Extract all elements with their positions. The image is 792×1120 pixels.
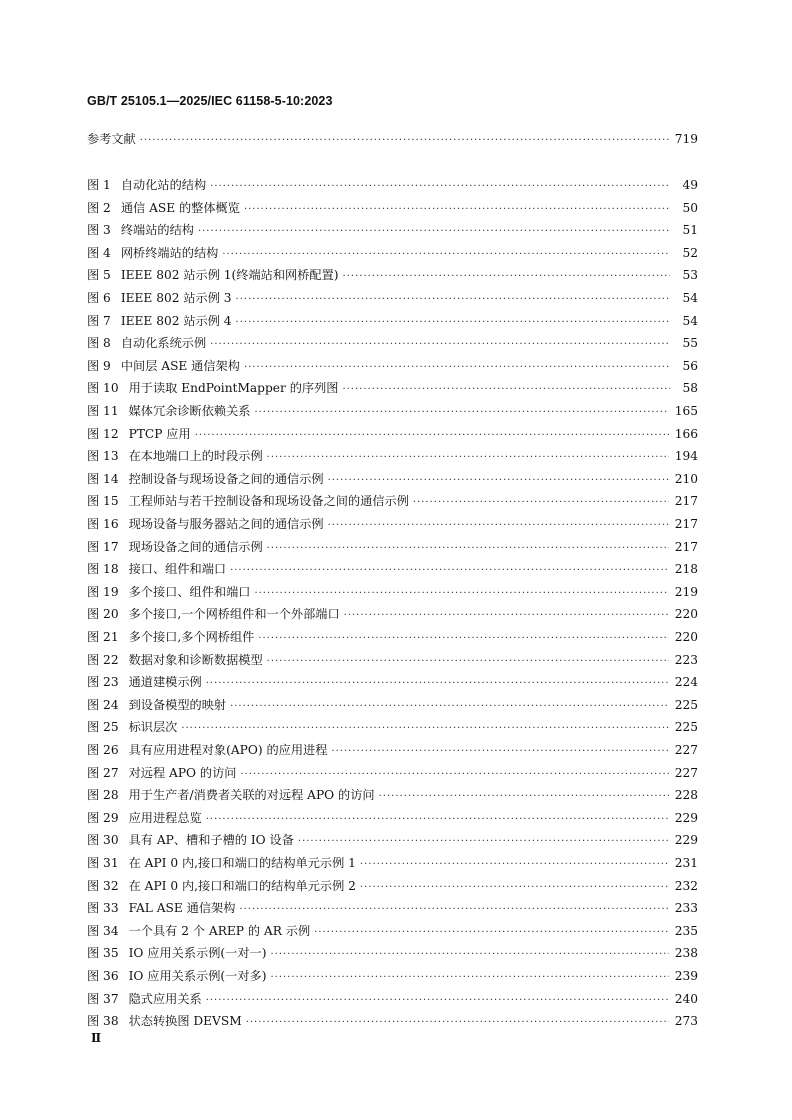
figure-entry[interactable] [87,922,698,940]
figure-title: 状态转换图 DEVSM [128,1014,242,1029]
figure-page: 239 [674,969,698,983]
leader-dots [413,497,669,508]
figure-page: 52 [682,245,698,260]
figure-entry[interactable] [87,176,698,194]
leader-dots [343,271,670,282]
figure-entry[interactable] [87,289,698,307]
leader-dots [222,249,670,260]
figure-title: IEEE 802 站示例 3 [120,291,232,305]
figure-label: 图 23 [87,675,119,690]
figure-title: 媒体冗余诊断依赖关系 [128,404,251,418]
figure-label: 图 8 [87,336,111,351]
figure-page: 194 [674,449,698,464]
figure-page: 58 [682,381,698,396]
figure-page: 232 [674,878,698,893]
leader-dots [331,746,668,757]
figure-entry[interactable] [87,967,698,985]
figure-page: 165 [674,404,698,418]
leader-dots [342,384,670,395]
figure-title: 标识层次 [128,720,178,735]
figure-label: 图 18 [87,562,119,577]
figure-title: PTCP 应用 [128,426,191,441]
figure-page: 54 [682,291,698,305]
leader-dots [328,475,669,486]
figure-entry[interactable] [87,831,698,849]
figure-page: 56 [682,358,698,373]
figure-page: 235 [674,923,698,938]
figure-entry[interactable] [87,379,698,397]
figure-entry[interactable] [87,357,698,375]
figure-title: 到设备模型的映射 [128,697,227,712]
figure-title: 自动化系统示例 [120,336,207,351]
figure-entry[interactable] [87,266,698,284]
leader-dots [240,769,668,780]
figure-title: 多个接口,多个网桥组件 [128,630,255,644]
figure-label: 图 1 [87,178,111,192]
figure-title: 对远程 APO 的访问 [128,765,237,780]
figure-entry[interactable] [87,538,698,556]
figure-title: IO 应用关系示例(一对一) [128,946,267,961]
figure-page: 220 [674,607,698,622]
figure-page: 227 [674,743,698,757]
figure-label: 图 21 [87,630,119,644]
figure-entry[interactable] [87,696,698,714]
leader-dots [206,678,669,689]
figure-label: 图 22 [87,652,119,667]
figure-page: 233 [674,901,698,916]
leader-dots [344,610,669,621]
figure-entry[interactable] [87,899,698,917]
figure-entry[interactable] [87,673,698,691]
figure-label: 图 20 [87,607,119,622]
page-number: Ⅱ [91,1031,102,1045]
toc-entry-page: 719 [674,132,698,146]
figure-title: 控制设备与现场设备之间的通信示例 [128,471,324,486]
figure-entry[interactable] [87,492,698,510]
figure-entry[interactable] [87,199,698,217]
leader-dots [244,362,670,373]
figure-page: 55 [682,336,698,351]
figure-title: IEEE 802 站示例 4 [120,313,232,328]
figure-entry[interactable] [87,651,698,669]
leader-dots [244,204,670,215]
figure-entry[interactable] [87,809,698,827]
figure-entry[interactable] [87,741,698,759]
figure-page: 228 [674,788,698,803]
figure-entry[interactable] [87,628,698,646]
figure-page: 218 [674,562,698,577]
figure-page: 50 [682,200,698,215]
figure-entry[interactable] [87,786,698,804]
figure-page: 217 [674,539,698,554]
leader-dots [267,656,669,667]
leader-dots [267,452,669,463]
leader-dots [195,430,669,441]
leader-dots [236,317,670,328]
figure-title: 通信 ASE 的整体概览 [120,200,240,215]
figure-label: 图 29 [87,810,119,825]
leader-dots [267,543,669,554]
leader-dots [254,588,668,599]
figure-title: 中间层 ASE 通信架构 [120,358,240,373]
leader-dots [270,972,668,983]
figure-title: 具有应用进程对象(APO) 的应用进程 [128,743,328,757]
figure-title: 在 API 0 内,接口和端口的结构单元示例 1 [128,856,356,870]
figure-label: 图 16 [87,517,119,531]
leader-dots [181,723,668,734]
toc-entry-title: 参考文献 [87,132,136,146]
figure-entry[interactable] [87,944,698,962]
figure-title: IEEE 802 站示例 1(终端站和网桥配置) [120,268,339,283]
figure-label: 图 15 [87,494,119,509]
leader-dots [246,1017,669,1028]
figure-title: 终端站的结构 [120,223,194,238]
leader-dots [206,814,669,825]
figure-label: 图 14 [87,471,119,486]
figure-label: 图 37 [87,991,119,1006]
figure-title: 多个接口、组件和端口 [128,584,251,599]
figure-label: 图 17 [87,539,119,554]
figure-page: 231 [674,856,698,870]
figure-page: 54 [682,313,698,328]
leader-dots [258,633,668,644]
figure-title: 自动化站的结构 [120,178,207,192]
figure-title: 在本地端口上的时段示例 [128,449,263,464]
figure-label: 图 28 [87,788,119,803]
figure-title: IO 应用关系示例(一对多) [128,969,267,983]
figure-label: 图 19 [87,584,119,599]
figure-label: 图 6 [87,291,111,305]
figure-label: 图 26 [87,743,119,757]
leader-dots [360,882,669,893]
figure-page: 166 [674,426,698,441]
leader-dots [314,927,669,938]
figure-entry[interactable] [87,312,698,330]
figure-title: 应用进程总览 [128,810,202,825]
figure-entry[interactable] [87,990,698,1008]
figure-entry[interactable] [87,334,698,352]
figure-label: 图 36 [87,969,119,983]
figure-label: 图 10 [87,381,119,396]
leader-dots [230,565,669,576]
leader-dots [298,836,669,847]
figure-entry[interactable] [87,560,698,578]
leader-dots [254,407,668,418]
leader-dots [239,904,668,915]
figure-page: 224 [674,675,698,690]
leader-dots [198,226,670,237]
leader-dots [360,859,669,870]
figure-label: 图 3 [87,223,111,238]
figure-page: 51 [682,223,698,238]
figure-page: 49 [682,178,698,192]
figure-title: 工程师站与若干控制设备和现场设备之间的通信示例 [128,494,409,509]
figure-page: 220 [674,630,698,644]
figure-title: 现场设备与服务器站之间的通信示例 [128,517,324,531]
document-header: GB/T 25105.1—2025/IEC 61158-5-10:2023 [87,94,333,108]
leader-dots [210,181,670,192]
figure-title: 用于生产者/消费者关联的对远程 APO 的访问 [128,788,375,803]
toc-entry-references[interactable] [87,130,698,148]
figure-label: 图 11 [87,404,119,418]
figure-page: 225 [674,697,698,712]
figure-entry[interactable] [87,425,698,443]
figure-entry[interactable] [87,877,698,895]
figure-page: 217 [674,494,698,509]
figure-label: 图 30 [87,833,119,848]
leader-dots [230,701,669,712]
leader-dots [270,949,668,960]
leader-dots [236,294,670,305]
figure-label: 图 24 [87,697,119,712]
figure-entry[interactable] [87,583,698,601]
figure-page: 217 [674,517,698,531]
figure-label: 图 32 [87,878,119,893]
figure-label: 图 4 [87,245,111,260]
figure-title: 接口、组件和端口 [128,562,227,577]
figure-page: 223 [674,652,698,667]
figure-entry[interactable] [87,470,698,488]
leader-dots [379,791,669,802]
figure-title: FAL ASE 通信架构 [128,901,236,916]
figure-entry[interactable] [87,605,698,623]
figure-title: 一个具有 2 个 AREP 的 AR 示例 [128,923,311,938]
figure-page: 227 [674,765,698,780]
leader-dots [328,520,669,531]
leader-dots [206,995,669,1006]
figure-entry[interactable] [87,515,698,533]
figure-page: 53 [682,268,698,283]
figure-label: 图 35 [87,946,119,961]
figure-page: 273 [674,1014,698,1029]
figure-entry[interactable] [87,718,698,736]
figure-label: 图 9 [87,358,111,373]
figure-page: 240 [674,991,698,1006]
figure-page: 229 [674,833,698,848]
figure-entry[interactable] [87,1012,698,1030]
figure-label: 图 27 [87,765,119,780]
figure-title: 在 API 0 内,接口和端口的结构单元示例 2 [128,878,356,893]
figure-entry[interactable] [87,244,698,262]
figure-title: 隐式应用关系 [128,991,202,1006]
figure-page: 225 [674,720,698,735]
figure-title: 现场设备之间的通信示例 [128,539,263,554]
figure-label: 图 5 [87,268,111,283]
figure-title: 数据对象和诊断数据模型 [128,652,263,667]
figure-label: 图 25 [87,720,119,735]
figure-entry[interactable] [87,221,698,239]
figure-page: 210 [674,471,698,486]
figure-title: 网桥终端站的结构 [120,245,219,260]
figure-page: 238 [674,946,698,961]
figure-label: 图 31 [87,856,119,870]
figure-title: 用于读取 EndPointMapper 的序列图 [128,381,339,396]
leader-dots [210,339,670,350]
figure-page: 219 [674,584,698,599]
figure-title: 通道建模示例 [128,675,202,690]
figure-entry[interactable] [87,402,698,420]
figure-label: 图 13 [87,449,119,464]
figure-entry[interactable] [87,447,698,465]
figure-label: 图 33 [87,901,119,916]
figure-title: 具有 AP、槽和子槽的 IO 设备 [128,833,294,848]
figure-label: 图 12 [87,426,119,441]
figure-entry[interactable] [87,854,698,872]
figure-label: 图 38 [87,1014,119,1029]
figure-page: 229 [674,810,698,825]
figure-entry[interactable] [87,764,698,782]
figure-label: 图 7 [87,313,111,328]
figure-label: 图 2 [87,200,111,215]
leader-dots [140,135,669,146]
figure-label: 图 34 [87,923,119,938]
figure-title: 多个接口,一个网桥组件和一个外部端口 [128,607,340,622]
